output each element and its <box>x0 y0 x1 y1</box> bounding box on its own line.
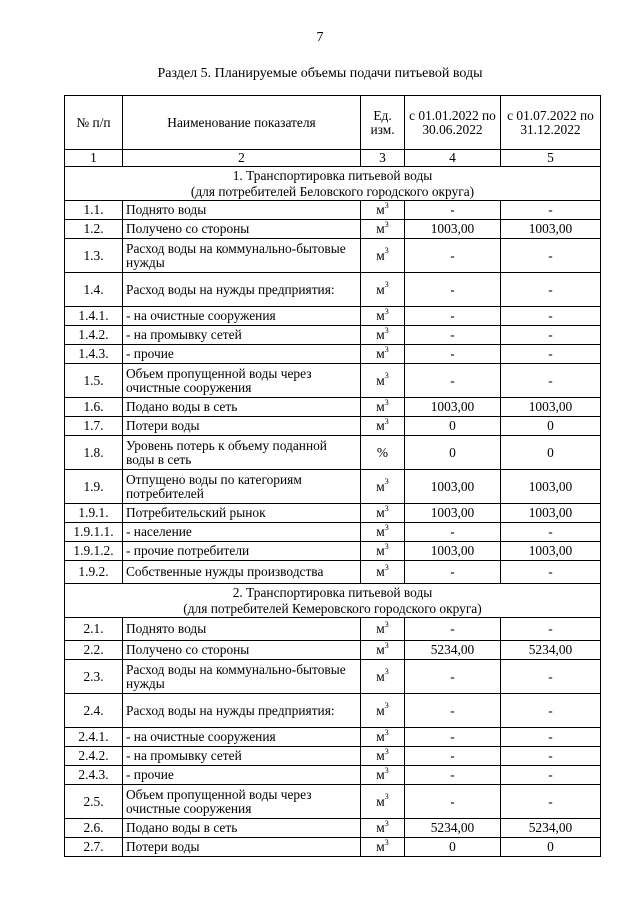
value-period1: 0 <box>405 838 501 857</box>
value-period2: 1003,00 <box>501 504 601 523</box>
table-row <box>65 201 601 220</box>
row-number: 1.4. <box>65 273 123 307</box>
value-period1: - <box>405 364 501 398</box>
value-period2: 1003,00 <box>501 220 601 239</box>
row-number: 2.1. <box>65 618 123 641</box>
value-period2: 1003,00 <box>501 398 601 417</box>
column-number: 3 <box>361 150 405 167</box>
indicator-name: - население <box>123 523 361 542</box>
value-period1: 1003,00 <box>405 542 501 561</box>
value-period1: 0 <box>405 436 501 470</box>
unit-cell: $м^3$ <box>361 819 405 838</box>
table-row <box>65 766 601 785</box>
value-period1: 5234,00 <box>405 819 501 838</box>
indicator-name: Собственные нужды производства <box>123 561 361 584</box>
indicator-name: Потери воды <box>123 838 361 857</box>
table-row <box>65 398 601 417</box>
unit-cell: $м^3$ <box>361 326 405 345</box>
row-number: 1.9.2. <box>65 561 123 584</box>
value-period2: 0 <box>501 417 601 436</box>
table-row <box>65 436 601 470</box>
table-row <box>65 641 601 660</box>
unit-cell: $м^3$ <box>361 747 405 766</box>
row-number: 1.9. <box>65 470 123 504</box>
header-num: № п/п <box>65 96 123 150</box>
indicator-name: Расход воды на коммунально-бытовые нужды <box>123 660 361 694</box>
table-row <box>65 326 601 345</box>
value-period1: - <box>405 728 501 747</box>
value-period1: - <box>405 307 501 326</box>
table-row <box>65 747 601 766</box>
unit-cell: $м^3$ <box>361 364 405 398</box>
indicator-name: Подано воды в сеть <box>123 398 361 417</box>
table-row <box>65 273 601 307</box>
unit-cell: $м^3$ <box>361 766 405 785</box>
row-number: 1.7. <box>65 417 123 436</box>
value-period1: 5234,00 <box>405 641 501 660</box>
water-supply-table <box>64 95 601 857</box>
indicator-name: Получено со стороны <box>123 641 361 660</box>
unit-cell: $м^3$ <box>361 273 405 307</box>
value-period1: 1003,00 <box>405 220 501 239</box>
value-period2: - <box>501 660 601 694</box>
row-number: 1.8. <box>65 436 123 470</box>
value-period2: - <box>501 747 601 766</box>
row-number: 2.2. <box>65 641 123 660</box>
indicator-name: Отпущено воды по категориям потребителей <box>123 470 361 504</box>
table-row <box>65 660 601 694</box>
value-period1: - <box>405 618 501 641</box>
value-period2: - <box>501 785 601 819</box>
row-number: 1.2. <box>65 220 123 239</box>
value-period1: - <box>405 239 501 273</box>
row-number: 1.3. <box>65 239 123 273</box>
indicator-name: - прочие потребители <box>123 542 361 561</box>
value-period1: 0 <box>405 417 501 436</box>
value-period1: 1003,00 <box>405 504 501 523</box>
row-number: 1.6. <box>65 398 123 417</box>
row-number: 2.4.1. <box>65 728 123 747</box>
value-period1: - <box>405 561 501 584</box>
row-number: 2.5. <box>65 785 123 819</box>
table-row <box>65 819 601 838</box>
indicator-name: Объем пропущенной воды через очистные сооружения <box>123 364 361 398</box>
unit-cell: % <box>361 436 405 470</box>
column-numbers-row <box>65 150 601 167</box>
section-title-cell <box>65 167 601 201</box>
value-period2: - <box>501 694 601 728</box>
value-period1: - <box>405 345 501 364</box>
row-number: 2.4.3. <box>65 766 123 785</box>
unit-cell: $м^3$ <box>361 694 405 728</box>
indicator-name: Подано воды в сеть <box>123 819 361 838</box>
indicator-name: - на промывку сетей <box>123 747 361 766</box>
section-header-row <box>65 584 601 618</box>
table-row <box>65 838 601 857</box>
section-title-line2: (для потребителей Беловского городского округа) <box>190 183 475 199</box>
value-period2: - <box>501 561 601 584</box>
header-name: Наименование показателя <box>123 96 361 150</box>
unit-cell: $м^3$ <box>361 785 405 819</box>
value-period2: 0 <box>501 436 601 470</box>
indicator-name: Расход воды на коммунально-бытовые нужды <box>123 239 361 273</box>
value-period2: - <box>501 273 601 307</box>
value-period2: - <box>501 728 601 747</box>
value-period2: - <box>501 326 601 345</box>
value-period1: - <box>405 660 501 694</box>
table-row <box>65 307 601 326</box>
value-period2: - <box>501 239 601 273</box>
unit-cell: $м^3$ <box>361 398 405 417</box>
value-period2: 5234,00 <box>501 641 601 660</box>
table-row <box>65 504 601 523</box>
table-row <box>65 694 601 728</box>
indicator-name: Расход воды на нужды предприятия: <box>123 273 361 307</box>
unit-cell: $м^3$ <box>361 470 405 504</box>
value-period1: 1003,00 <box>405 470 501 504</box>
value-period1: - <box>405 273 501 307</box>
header-period2: с 01.07.2022 по 31.12.2022 <box>501 96 601 150</box>
row-number: 1.1. <box>65 201 123 220</box>
indicator-name: Объем пропущенной воды через очистные сооружения <box>123 785 361 819</box>
column-number: 4 <box>405 150 501 167</box>
unit-cell: $м^3$ <box>361 641 405 660</box>
value-period2: - <box>501 364 601 398</box>
table-row <box>65 364 601 398</box>
row-number: 1.4.1. <box>65 307 123 326</box>
row-number: 1.5. <box>65 364 123 398</box>
value-period2: 0 <box>501 838 601 857</box>
indicator-name: Расход воды на нужды предприятия: <box>123 694 361 728</box>
unit-cell: $м^3$ <box>361 345 405 364</box>
header-period1: с 01.01.2022 по 30.06.2022 <box>405 96 501 150</box>
table-row <box>65 417 601 436</box>
section-title-cell <box>65 584 601 618</box>
unit-cell: $м^3$ <box>361 307 405 326</box>
unit-cell: $м^3$ <box>361 220 405 239</box>
value-period2: - <box>501 523 601 542</box>
unit-cell: $м^3$ <box>361 660 405 694</box>
indicator-name: - на очистные сооружения <box>123 307 361 326</box>
table-header-row <box>65 96 601 150</box>
table-row <box>65 345 601 364</box>
row-number: 2.4.2. <box>65 747 123 766</box>
value-period2: - <box>501 345 601 364</box>
row-number: 1.9.1.2. <box>65 542 123 561</box>
row-number: 1.9.1. <box>65 504 123 523</box>
value-period1: - <box>405 326 501 345</box>
value-period1: - <box>405 201 501 220</box>
table-row <box>65 470 601 504</box>
unit-cell: $м^3$ <box>361 542 405 561</box>
table-row <box>65 728 601 747</box>
indicator-name: - прочие <box>123 766 361 785</box>
value-period2: 5234,00 <box>501 819 601 838</box>
column-number: 2 <box>123 150 361 167</box>
unit-cell: $м^3$ <box>361 561 405 584</box>
table-row <box>65 542 601 561</box>
row-number: 1.4.2. <box>65 326 123 345</box>
value-period1: - <box>405 747 501 766</box>
unit-cell: $м^3$ <box>361 838 405 857</box>
table-row <box>65 618 601 641</box>
table-row <box>65 785 601 819</box>
indicator-name: Потери воды <box>123 417 361 436</box>
indicator-name: Получено со стороны <box>123 220 361 239</box>
row-number: 1.4.3. <box>65 345 123 364</box>
section-header-row <box>65 167 601 201</box>
section-title: Раздел 5. Планируемые объемы подачи питьевой воды <box>157 66 483 81</box>
unit-cell: $м^3$ <box>361 728 405 747</box>
value-period2: - <box>501 201 601 220</box>
indicator-name: - на очистные сооружения <box>123 728 361 747</box>
section-title-line2: (для потребителей Кемеровского городского округа) <box>183 600 482 616</box>
row-number: 2.4. <box>65 694 123 728</box>
indicator-name: Поднято воды <box>123 201 361 220</box>
column-number: 5 <box>501 150 601 167</box>
value-period1: 1003,00 <box>405 398 501 417</box>
row-number: 2.6. <box>65 819 123 838</box>
section-title-line1: 2. Транспортировка питьевой воды <box>232 584 433 600</box>
unit-cell: $м^3$ <box>361 201 405 220</box>
indicator-name: - прочие <box>123 345 361 364</box>
table-row <box>65 523 601 542</box>
value-period2: 1003,00 <box>501 542 601 561</box>
column-number: 1 <box>65 150 123 167</box>
table-row <box>65 220 601 239</box>
header-unit: Ед. изм. <box>361 96 405 150</box>
row-number: 2.7. <box>65 838 123 857</box>
value-period2: - <box>501 618 601 641</box>
indicator-name: - на промывку сетей <box>123 326 361 345</box>
unit-cell: $м^3$ <box>361 618 405 641</box>
indicator-name: Уровень потерь к объему поданной воды в сеть <box>123 436 361 470</box>
value-period1: - <box>405 694 501 728</box>
value-period2: - <box>501 307 601 326</box>
unit-cell: $м^3$ <box>361 523 405 542</box>
value-period1: - <box>405 523 501 542</box>
row-number: 2.3. <box>65 660 123 694</box>
unit-cell: $м^3$ <box>361 417 405 436</box>
value-period2: 1003,00 <box>501 470 601 504</box>
section-title-line1: 1. Транспортировка питьевой воды <box>232 167 433 183</box>
row-number: 1.9.1.1. <box>65 523 123 542</box>
value-period1: - <box>405 785 501 819</box>
unit-cell: $м^3$ <box>361 239 405 273</box>
page-number: 7 <box>316 30 324 45</box>
value-period2: - <box>501 766 601 785</box>
table-row <box>65 239 601 273</box>
unit-cell: $м^3$ <box>361 504 405 523</box>
indicator-name: Потребительский рынок <box>123 504 361 523</box>
indicator-name: Поднято воды <box>123 618 361 641</box>
table-row <box>65 561 601 584</box>
value-period1: - <box>405 766 501 785</box>
